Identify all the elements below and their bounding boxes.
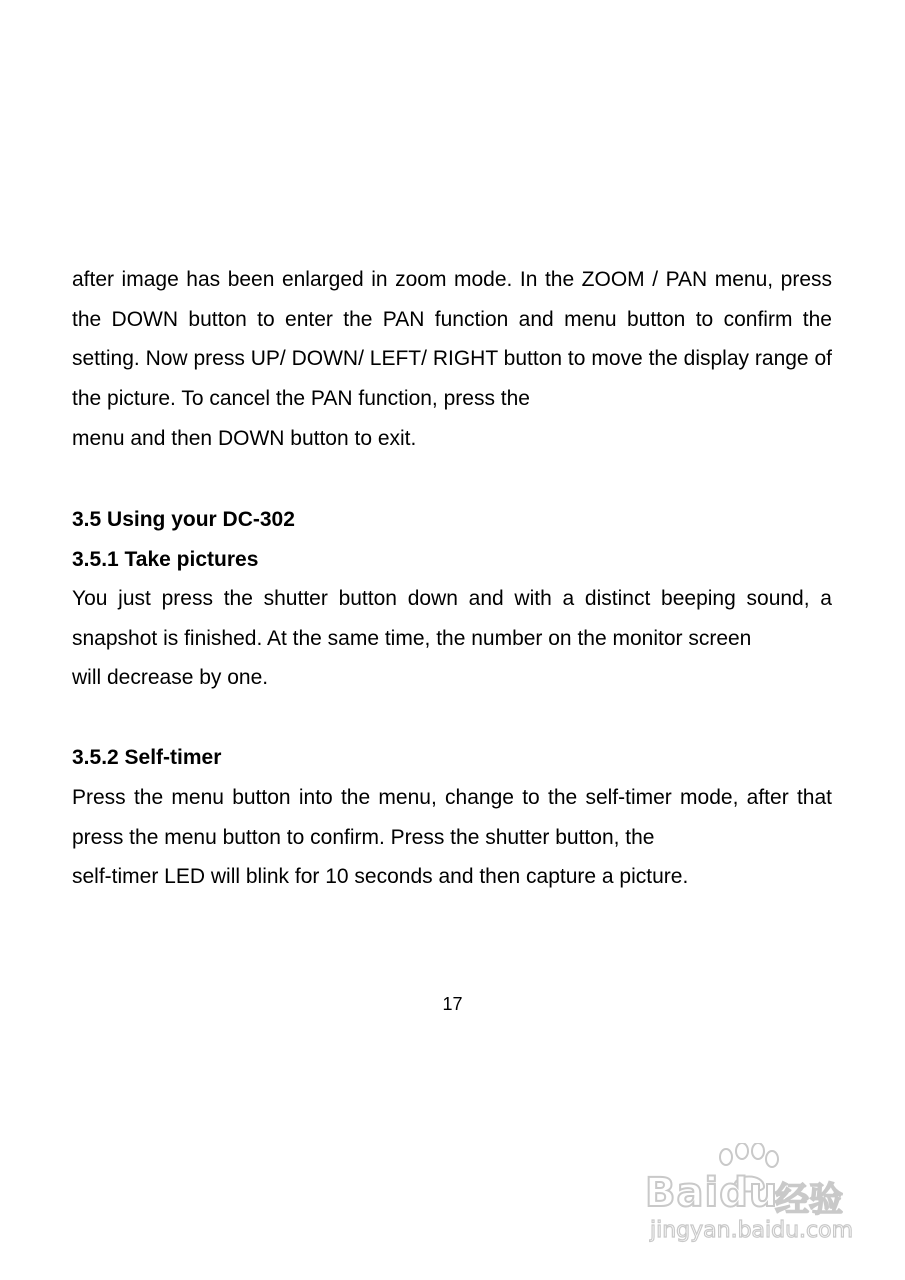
paragraph-line: Press the menu button into the menu, change to the self-timer mode, after bbox=[72, 786, 789, 809]
watermark-brand: Baidu bbox=[645, 1170, 779, 1216]
paragraph-line: the display range of the picture. To cancel the PAN function, press the bbox=[72, 347, 833, 411]
watermark-url: jingyan.baidu.com bbox=[650, 1218, 854, 1243]
paragraph-line: confirm the setting. Now press UP/ DOWN/ LEFT/ RIGHT button to move bbox=[72, 307, 832, 371]
paragraph-line: You just press the shutter button down and with a distinct beeping sound, a bbox=[72, 587, 832, 610]
heading-3-5-1: 3.5.1 Take pictures bbox=[72, 547, 259, 571]
watermark-label: 经验 bbox=[775, 1180, 843, 1220]
heading-3-5: 3.5 Using your DC-302 bbox=[72, 508, 295, 531]
paragraph-zoom-pan bbox=[72, 260, 832, 459]
paragraph-self-timer bbox=[72, 778, 832, 897]
page-number: 17 bbox=[442, 994, 463, 1014]
paragraph-line: press the DOWN button to enter the PAN function and menu button to bbox=[72, 268, 832, 331]
paragraph-line: will decrease by one. bbox=[72, 666, 269, 690]
section-heading-3-5 bbox=[72, 500, 832, 579]
paragraph-take-pictures bbox=[72, 579, 832, 698]
heading-3-5-2: 3.5.2 Self-timer bbox=[72, 746, 222, 769]
paragraph-line: self-timer LED will blink for 10 seconds and then capture a picture. bbox=[72, 865, 689, 889]
section-heading-3-5-2 bbox=[72, 738, 832, 778]
paragraph-line: menu and then DOWN button to exit. bbox=[72, 426, 417, 450]
paragraph-line: snapshot is finished. At the same time, the number on the monitor screen bbox=[72, 626, 752, 650]
paragraph-line: that press the menu button to confirm. Press the shutter button, the bbox=[72, 786, 832, 849]
paragraph-line: after image has been enlarged in zoom mode. In the ZOOM / PAN menu, bbox=[72, 268, 774, 291]
